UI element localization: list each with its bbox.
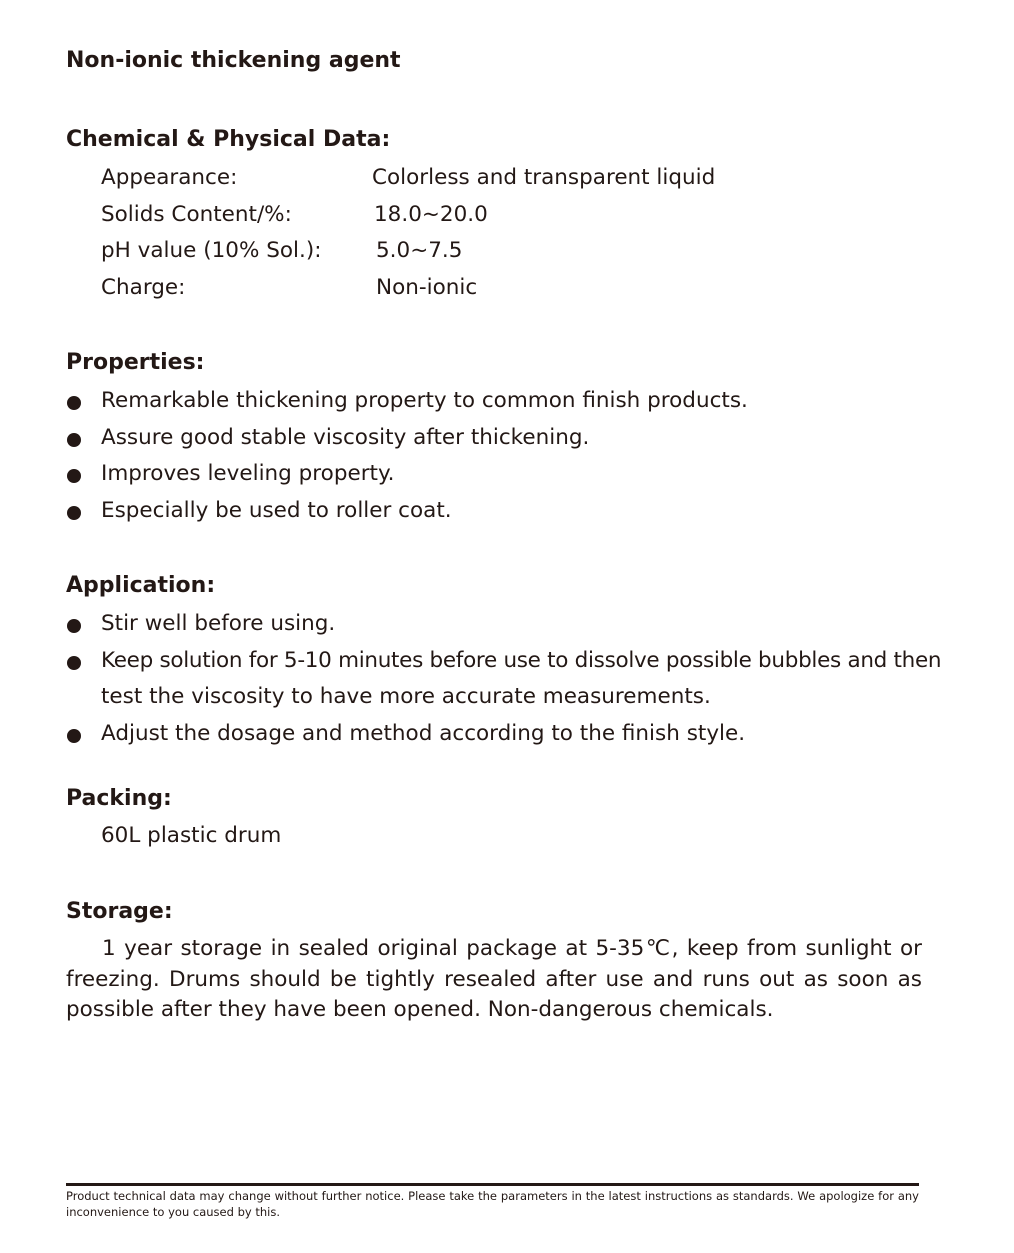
page-title: Non-ionic thickening agent bbox=[66, 48, 401, 73]
application-item-continuation: test the viscosity to have more accurate measurements. bbox=[101, 684, 711, 709]
properties-item: Improves leveling property. bbox=[101, 461, 395, 486]
ph-value-label: pH value (10% Sol.): bbox=[101, 238, 322, 263]
packing-heading: Packing: bbox=[66, 786, 172, 811]
bullet-icon bbox=[67, 469, 81, 483]
appearance-value: Colorless and transparent liquid bbox=[372, 165, 716, 190]
solids-content-label: Solids Content/%: bbox=[101, 202, 292, 227]
bullet-icon bbox=[67, 656, 81, 670]
footer-disclaimer: Product technical data may change without further notice. Please take the parameters in the latest instructions as standards. We apologize for any inconvenience to you caused by this. bbox=[66, 1189, 919, 1219]
bullet-icon bbox=[67, 619, 81, 633]
application-item: Adjust the dosage and method according to the finish style. bbox=[101, 721, 746, 746]
bullet-icon bbox=[67, 396, 81, 410]
application-item: Keep solution for 5-10 minutes before use to dissolve possible bubbles and then bbox=[101, 648, 942, 673]
properties-item: Remarkable thickening property to common finish products. bbox=[101, 388, 748, 413]
application-item: Stir well before using. bbox=[101, 611, 336, 636]
packing-text: 60L plastic drum bbox=[101, 823, 282, 848]
application-heading: Application: bbox=[66, 573, 216, 598]
storage-heading: Storage: bbox=[66, 899, 173, 924]
ph-value-value: 5.0~7.5 bbox=[376, 238, 463, 263]
storage-text: 1 year storage in sealed original package at 5-35℃, keep from sunlight or freezing. Drums should be tightly resealed after use and runs out as soon as possible after they have been opened. Non-dangerous chemicals. bbox=[66, 936, 922, 1022]
bullet-icon bbox=[67, 506, 81, 520]
chemical-data-heading: Chemical & Physical Data: bbox=[66, 127, 391, 152]
properties-heading: Properties: bbox=[66, 350, 205, 375]
charge-value: Non-ionic bbox=[376, 275, 478, 300]
charge-label: Charge: bbox=[101, 275, 186, 300]
solids-content-value: 18.0~20.0 bbox=[374, 202, 488, 227]
bullet-icon bbox=[67, 433, 81, 447]
appearance-label: Appearance: bbox=[101, 165, 238, 190]
properties-item: Assure good stable viscosity after thickening. bbox=[101, 425, 590, 450]
bullet-icon bbox=[67, 729, 81, 743]
footer-divider bbox=[66, 1183, 919, 1186]
properties-item: Especially be used to roller coat. bbox=[101, 498, 452, 523]
